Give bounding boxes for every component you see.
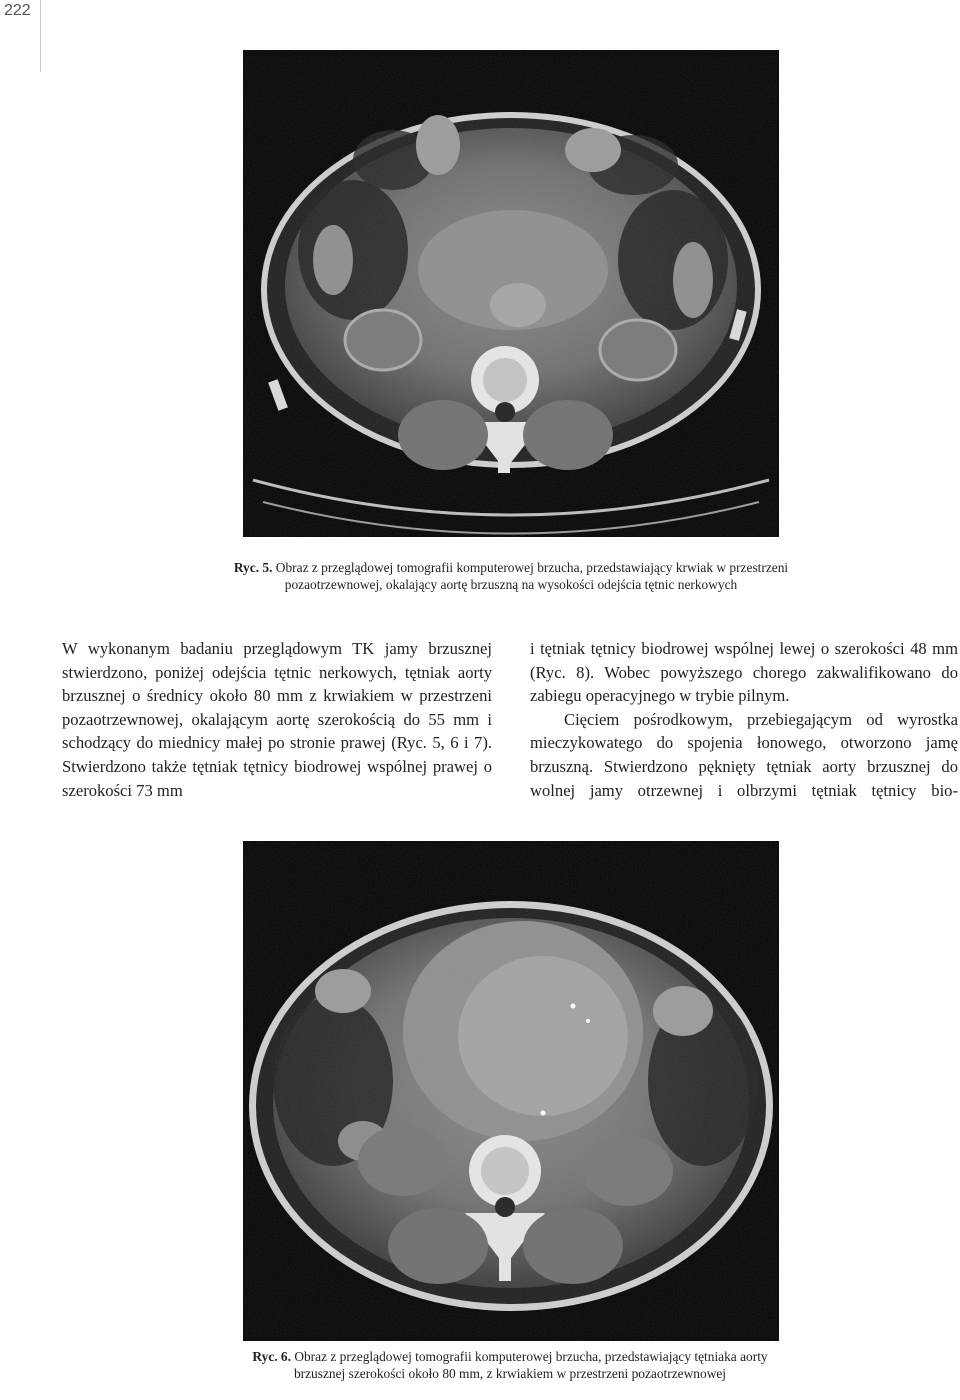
figure-2-caption (236, 1348, 784, 1382)
page-number: 222 (4, 2, 31, 19)
ct-scan-image-2 (243, 841, 779, 1341)
margin-rule (40, 0, 41, 72)
figure-2-label: Ryc. 6. (252, 1349, 291, 1364)
ct-scan-image-1 (243, 50, 779, 537)
figure-1-caption (214, 559, 808, 593)
figure-2-caption-text: Obraz z przeglądowej tomografii komputerowej brzucha, przedstawiający tętniaka aorty brzusznej szerokości około 80 mm, z krwiakiem w przestrzeni pozaotrzewnowej (293, 1349, 768, 1381)
body-text-right-column (530, 637, 958, 802)
body-text-left-column (62, 637, 492, 802)
body-paragraph: Cięciem pośrodkowym, przebiegającym od wyrostka mieczykowatego do spojenia łonowego, otworzono jamę brzuszną. Stwierdzono pęknięty tętniak aorty brzusznej do wolnej jamy otrzewnej i olbrzymi tętniak tętnicy bio- (530, 709, 958, 800)
body-paragraph: W wykonanym badaniu przeglądowym TK jamy brzusznej stwierdzono, poniżej odejścia tętnic nerkowych, tętniak aorty brzusznej o średnicy około 80 mm z krwiakiem w przestrzeni pozaotrzewnowej, okalającym aortę szerokością do 55 mm i schodzący do miednicy małej po stronie prawej (Ryc. 5, 6 i 7). Stwierdzono także tętniak tętnicy biodrowej wspólnej prawej o szerokości 73 mm (62, 639, 492, 800)
figure-1-caption-text: Obraz z przeglądowej tomografii komputerowej brzucha, przedstawiający krwiak w przestrzeni pozaotrzewnowej, okalający aortę brzuszną na wysokości odejścia tętnic nerkowych (275, 560, 789, 592)
body-paragraph: i tętniak tętnicy biodrowej wspólnej lewej o szerokości 48 mm (Ryc. 8). Wobec powyższego chorego zakwalifikowano do zabiegu operacyjnego w trybie pilnym. (530, 639, 958, 706)
figure-1-label: Ryc. 5. (233, 560, 273, 575)
